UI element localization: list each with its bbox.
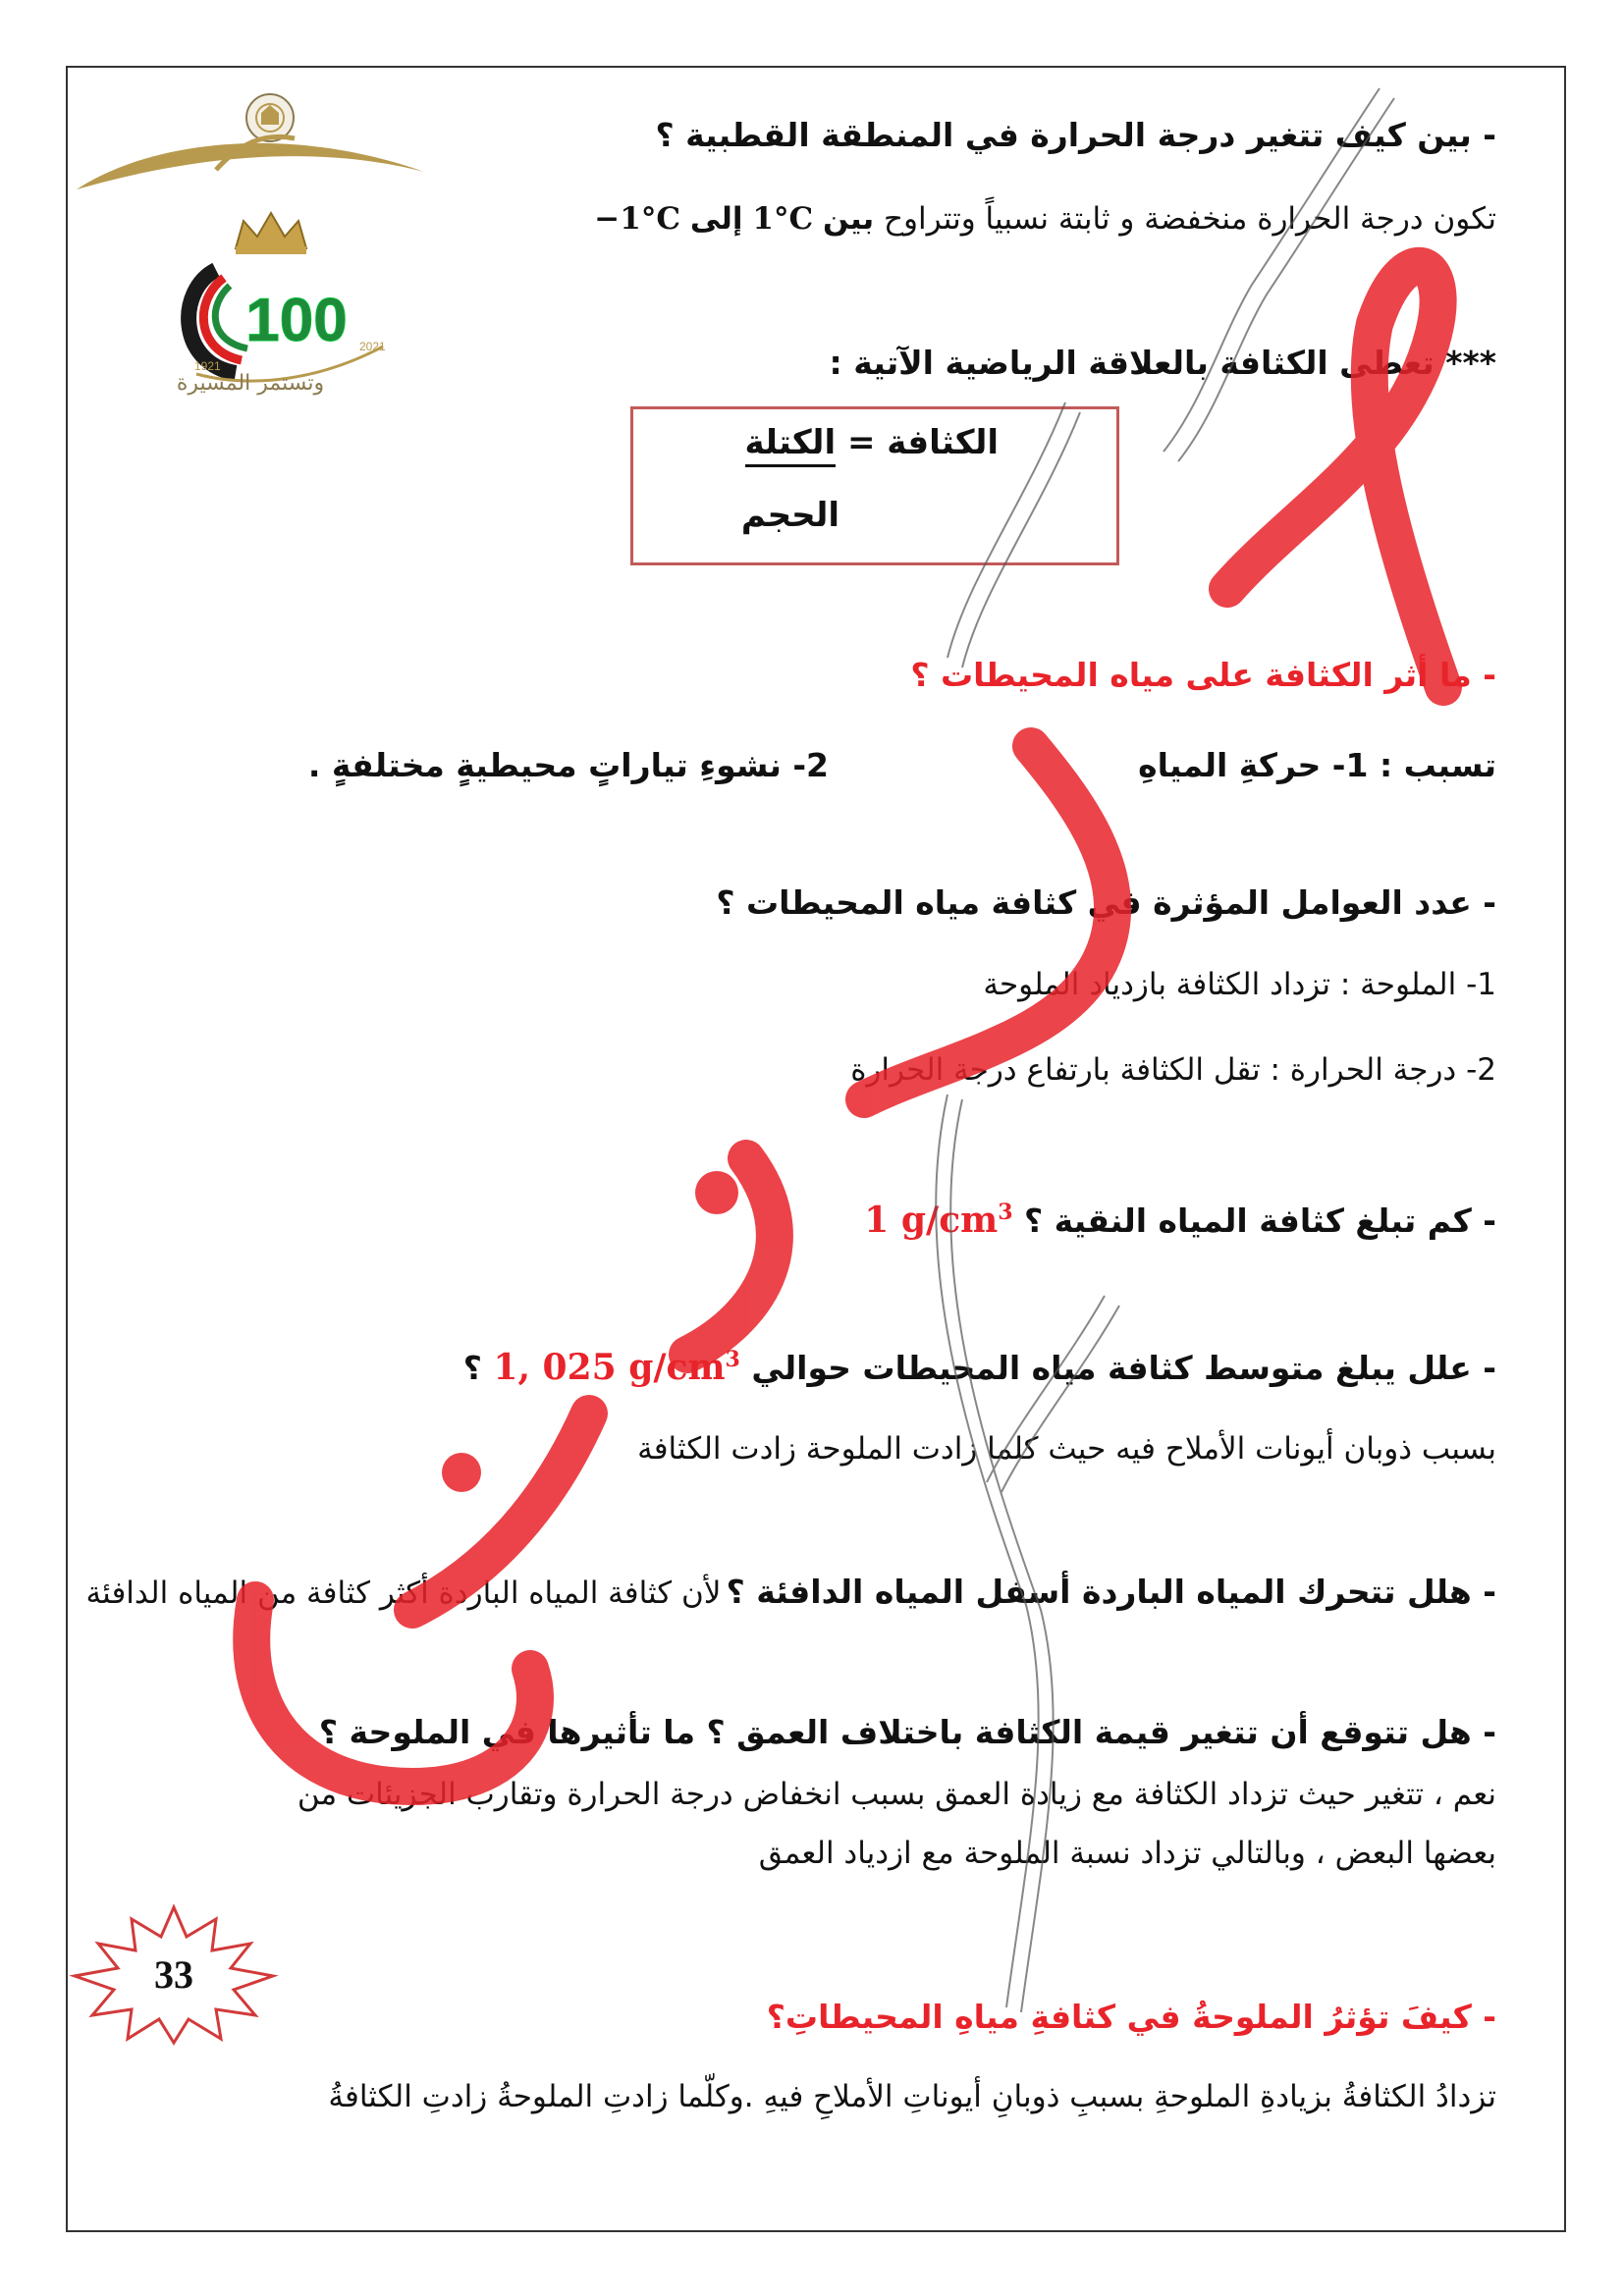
answer-salinity-effect: تزدادُ الكثافةُ بزيادةِ الملوحةِ بسببِ ذوبانِ أيوناتِ الأملاحِ فيهِ .وكلّما زادتِ الملوحةُ زادتِ الكثافةُ — [328, 2079, 1496, 2114]
question-cold-water — [86, 1573, 1497, 1611]
answer-ocean-density: بسبب ذوبان أيونات الأملاح فيه حيث كلما زادت الملوحة زادت الكثافة — [637, 1431, 1496, 1467]
causes-label: تسبب : — [1379, 746, 1496, 784]
answer-depth-density-line-1: نعم ، تتغير حيث تزداد الكثافة مع زيادة العمق بسبب انخفاض درجة الحرارة وتقارب الجزيئات من — [297, 1777, 1496, 1812]
density-exponent: 3 — [998, 1200, 1013, 1225]
swoosh-icon — [77, 143, 424, 189]
crown-icon — [236, 213, 306, 254]
question-ocean-density — [463, 1347, 1496, 1388]
between-word: بين — [822, 201, 875, 237]
question-text: - هلل تتحرك المياه الباردة أسفل المياه الدافئة ؟ — [726, 1573, 1496, 1611]
cause-ocean-currents: 2- نشوءِ تياراتٍ محيطيةٍ مختلفةٍ . — [307, 746, 829, 784]
density-effects-row — [1138, 746, 1496, 784]
logo-year-right: 2021 — [359, 340, 386, 353]
formula-lhs-text: الكثافة = — [846, 423, 999, 462]
centennial-logo — [69, 83, 432, 398]
page-number-badge — [69, 1899, 280, 2047]
page-number: 33 — [154, 1952, 193, 1997]
question-text: - كم تبلغ كثافة المياه النقية ؟ — [1024, 1201, 1496, 1240]
density-formula-intro: *** تعطى الكثافة بالعلاقة الرياضية الآتية : — [829, 344, 1496, 382]
question-depth-density: - هل تتوقع أن تتغير قيمة الكثافة باختلاف العمق ؟ ما تأثيرها في الملوحة ؟ — [318, 1713, 1496, 1751]
question-density-effect: - ما أثر الكثافة على مياه المحيطات ؟ — [910, 656, 1496, 694]
question-polar-temperature: - بين كيف تتغير درجة الحرارة في المنطقة القطبية ؟ — [655, 116, 1496, 154]
formula-denominator: الحجم — [740, 496, 839, 535]
answer-polar-temperature — [594, 201, 1496, 237]
formula-numerator: الكتلة — [745, 423, 837, 467]
density-exponent: 3 — [725, 1347, 740, 1372]
question-pure-water-density — [864, 1200, 1496, 1241]
answer-text: لأن كثافة المياه الباردة أكثر كثافة من المياه الدافئة — [85, 1575, 722, 1611]
question-text: - علل يبلغ متوسط كثافة مياه المحيطات حوالي — [751, 1349, 1496, 1387]
density-formula-box — [630, 406, 1119, 565]
ocean-density-value — [493, 1347, 739, 1388]
temperature-value-1: 1°C — [752, 201, 814, 237]
temperature-value-2: −1°C — [594, 201, 681, 237]
density-value: 1 g/cm — [864, 1200, 999, 1241]
to-word: إلى — [689, 201, 743, 237]
answer-text: تكون درجة الحرارة منخفضة و ثابتة نسبياً وتتراوح — [884, 201, 1496, 237]
density-value: 1, 025 g/cm — [493, 1347, 726, 1388]
question-salinity-effect: - كيفَ تؤثرُ الملوحةُ في كثافةِ مياهِ المحيطاتِ؟ — [766, 1998, 1496, 2036]
answer-depth-density-line-2: بعضها البعض ، وبالتالي تزداد نسبة الملوحة مع ازدياد العمق — [758, 1836, 1496, 1871]
factor-salinity: 1- الملوحة : تزداد الكثافة بازدياد الملوحة — [983, 967, 1496, 1002]
logo-year-left: 1921 — [194, 359, 221, 373]
logo-number: 100 — [245, 287, 348, 354]
cause-water-movement: 1- حركةِ المياهِ — [1138, 746, 1369, 784]
formula-lhs — [745, 423, 999, 462]
logo-slogan: وتستمر المسيرة — [176, 371, 325, 396]
pure-water-density-value — [864, 1200, 1012, 1241]
question-density-factors: - عدد العوامل المؤثرة في كثافة مياه المحيطات ؟ — [716, 883, 1496, 922]
factor-temperature: 2- درجة الحرارة : تقل الكثافة بارتفاع درجة الحرارة — [850, 1052, 1496, 1088]
crest-icon — [246, 94, 294, 141]
question-mark: ؟ — [462, 1349, 482, 1387]
